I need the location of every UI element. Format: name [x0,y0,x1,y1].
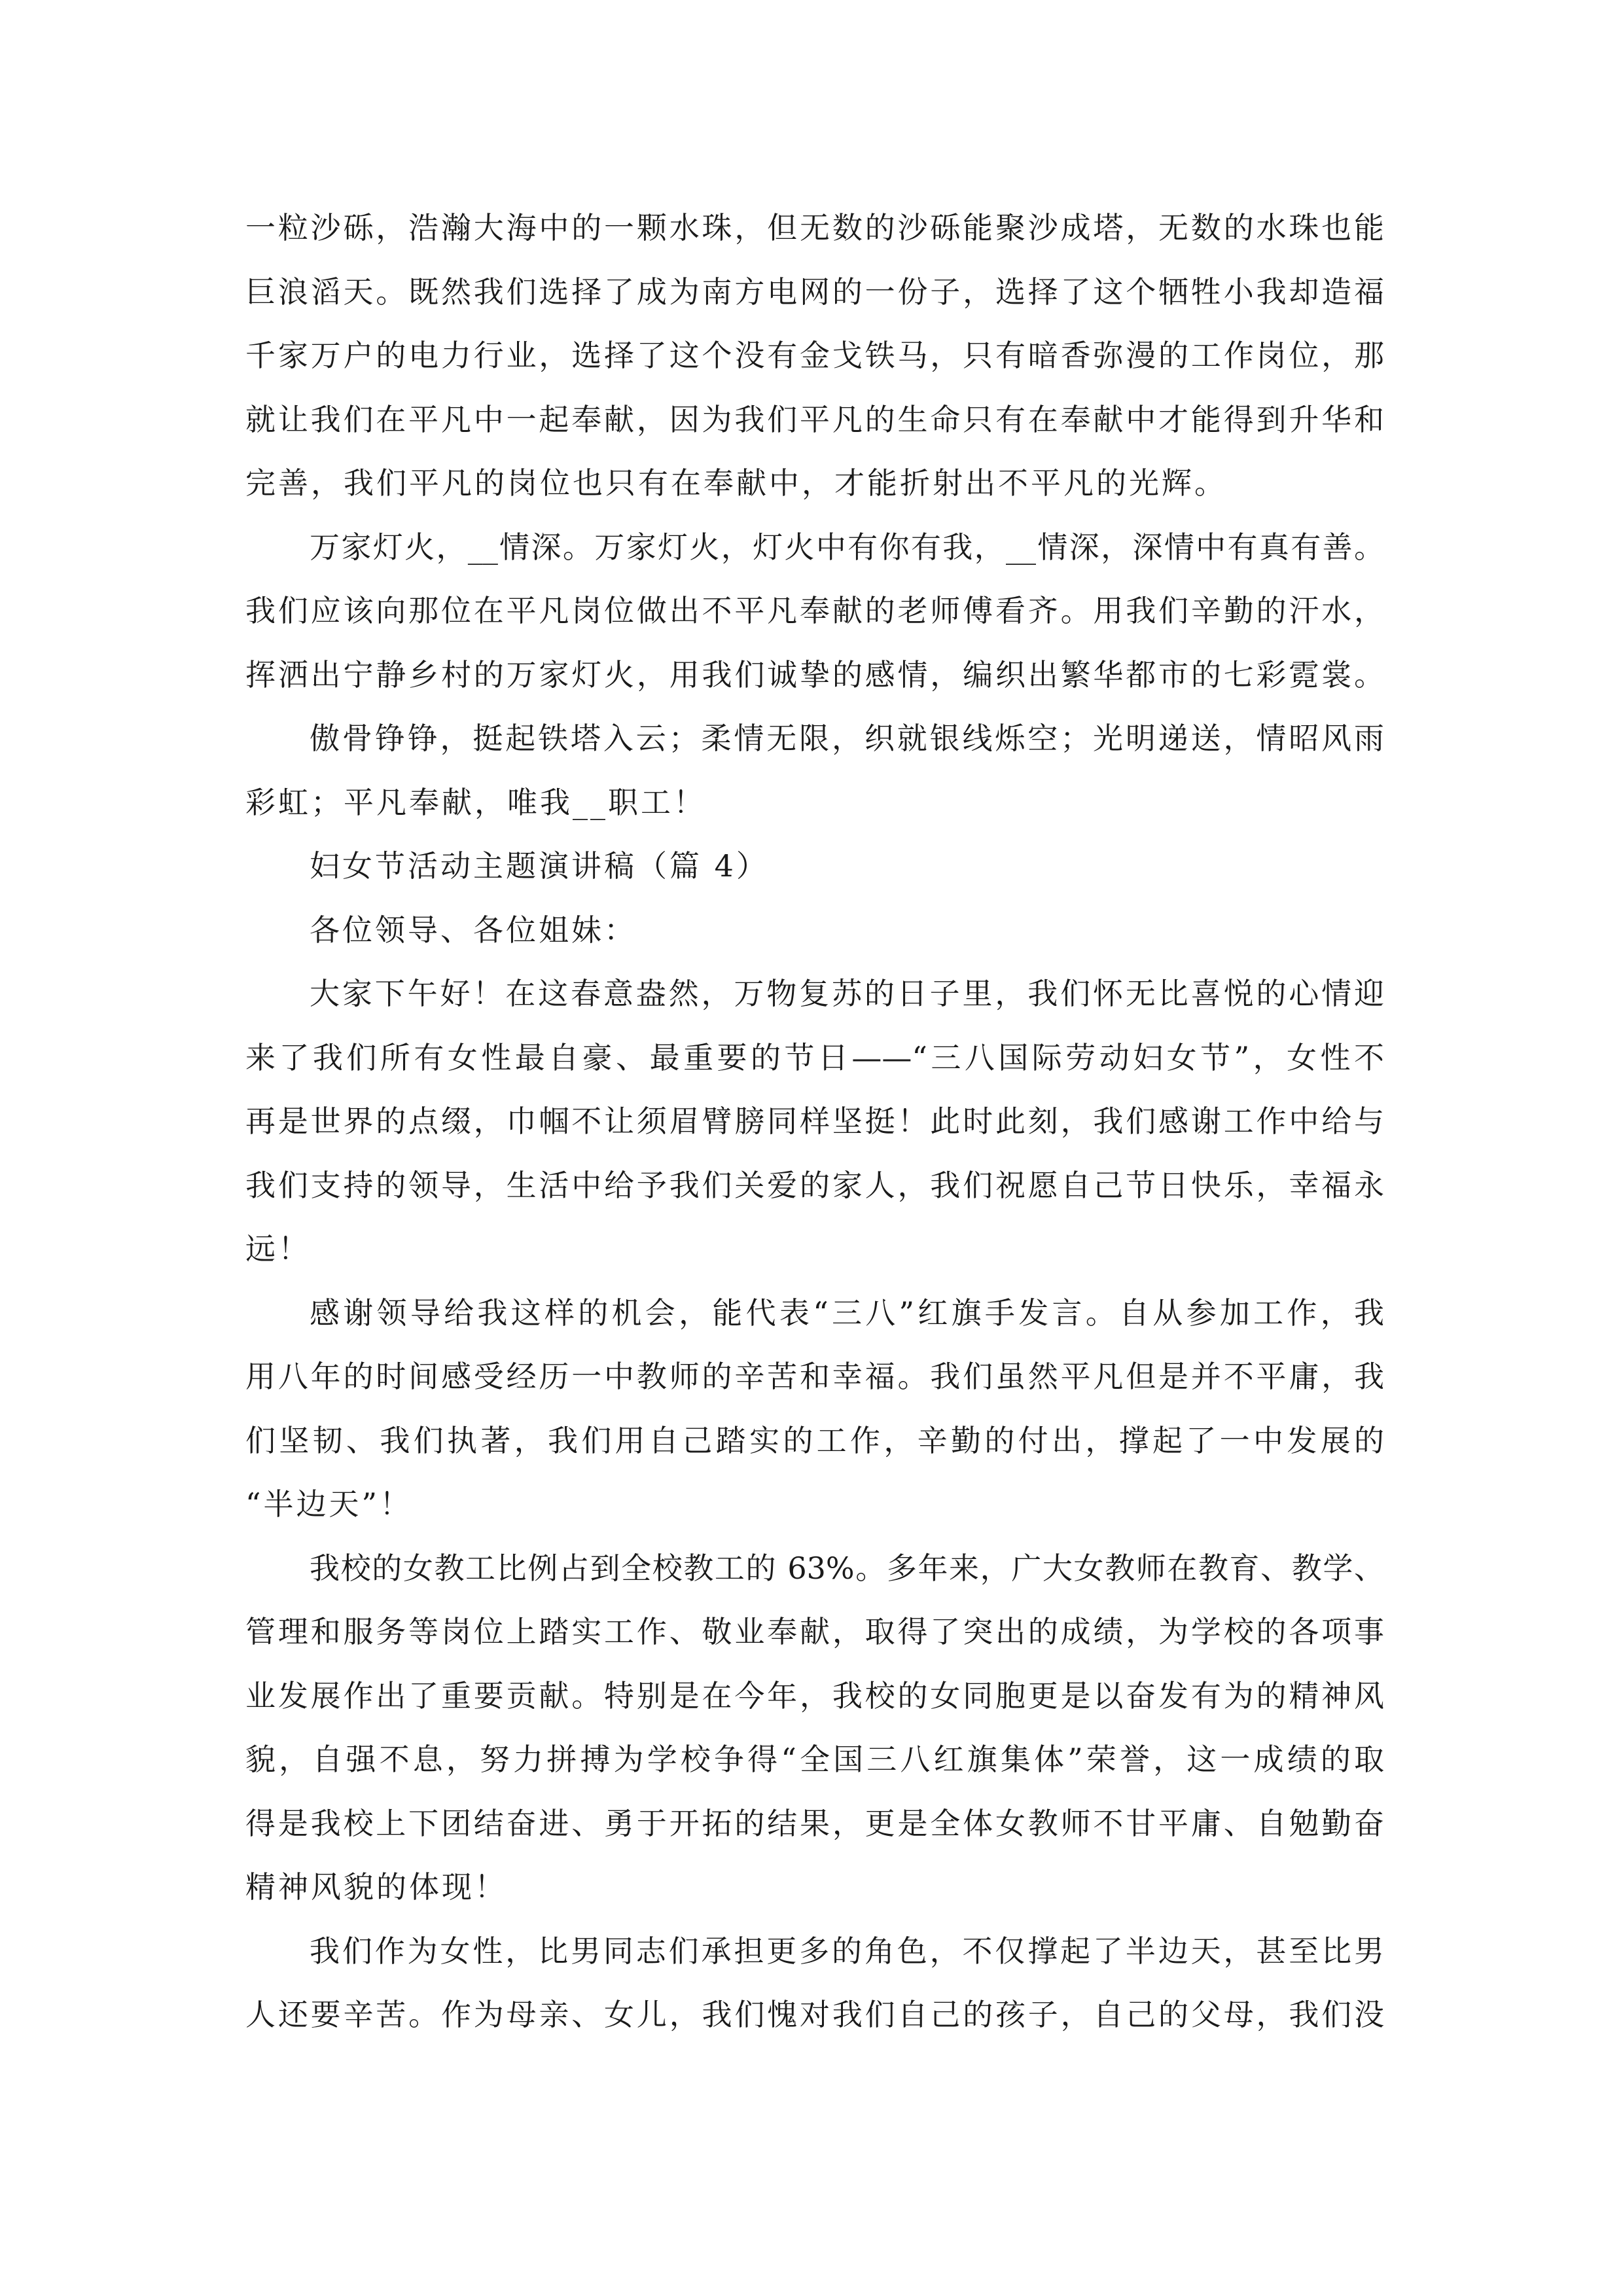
text-line: 万家灯火，__情深。万家灯火，灯火中有你有我，__情深，深情中有真有善。 [310,529,1385,565]
text-line: 挥洒出宁静乡村的万家灯火，用我们诚挚的感情，编织出繁华都市的七彩霓裳。 [245,656,1384,692]
text-line: 来了我们所有女性最自豪、最重要的节日——“三八国际劳动妇女节”，女性不 [245,1039,1384,1075]
text-line: 妇女节活动主题演讲稿（篇 4） [310,848,769,884]
text-line: 完善，我们平凡的岗位也只有在奉献中，才能折射出不平凡的光辉。 [245,465,1227,501]
text-line: “半边天”！ [245,1486,413,1522]
text-line: 一粒沙砾，浩瀚大海中的一颗水珠，但无数的沙砾能聚沙成塔，无数的水珠也能 [245,210,1384,245]
text-line: 彩虹；平凡奉献，唯我__职工！ [245,784,706,820]
text-line: 貌，自强不息，努力拼搏为学校争得“全国三八红旗集体”荣誉，这一成绩的取 [245,1742,1384,1777]
text-line: 得是我校上下团结奋进、勇于开拓的结果，更是全体女教师不甘平庸、自勉勤奋 [245,1805,1384,1841]
text-line: 用八年的时间感受经历一中教师的辛苦和幸福。我们虽然平凡但是并不平庸，我 [245,1359,1384,1394]
text-line: 业发展作出了重要贡献。特别是在今年，我校的女同胞更是以奋发有为的精神风 [245,1677,1384,1713]
text-line: 巨浪滔天。既然我们选择了成为南方电网的一份子，选择了这个牺牲小我却造福 [245,274,1384,310]
text-line: 我们应该向那位在平凡岗位做出不平凡奉献的老师傅看齐。用我们辛勤的汗水， [245,593,1384,628]
text-line: 大家下午好！在这春意盎然，万物复苏的日子里，我们怀无比喜悦的心情迎 [310,976,1384,1011]
text-line: 精神风貌的体现！ [245,1869,507,1905]
text-line: 各位领导、各位姐妹： [310,912,637,948]
text-line: 感谢领导给我这样的机会，能代表“三八”红旗手发言。自从参加工作，我 [310,1295,1384,1331]
text-line: 傲骨铮铮，挺起铁塔入云；柔情无限，织就银线烁空；光明递送，情昭风雨 [310,721,1384,756]
document-body [245,196,1384,2047]
text-line: 管理和服务等岗位上踏实工作、敬业奉献，取得了突出的成绩，为学校的各项事 [245,1614,1384,1649]
text-line: 远！ [245,1231,311,1266]
text-line: 我们作为女性，比男同志们承担更多的角色，不仅撑起了半边天，甚至比男 [310,1933,1384,1969]
text-line: 人还要辛苦。作为母亲、女儿，我们愧对我们自己的孩子，自己的父母，我们没 [245,1997,1384,2032]
text-line: 就让我们在平凡中一起奉献，因为我们平凡的生命只有在奉献中才能得到升华和 [245,401,1384,437]
text-line: 们坚韧、我们执著，我们用自己踏实的工作，辛勤的付出，撑起了一中发展的 [245,1422,1384,1458]
text-line: 我校的女教工比例占到全校教工的 63%。多年来，广大女教师在教育、教学、 [310,1550,1384,1586]
text-line: 再是世界的点缀，巾帼不让须眉臂膀同样坚挺！此时此刻，我们感谢工作中给与 [245,1103,1384,1139]
text-line: 我们支持的领导，生活中给予我们关爱的家人，我们祝愿自己节日快乐，幸福永 [245,1167,1384,1203]
text-line: 千家万户的电力行业，选择了这个没有金戈铁马，只有暗香弥漫的工作岗位，那 [245,338,1384,373]
